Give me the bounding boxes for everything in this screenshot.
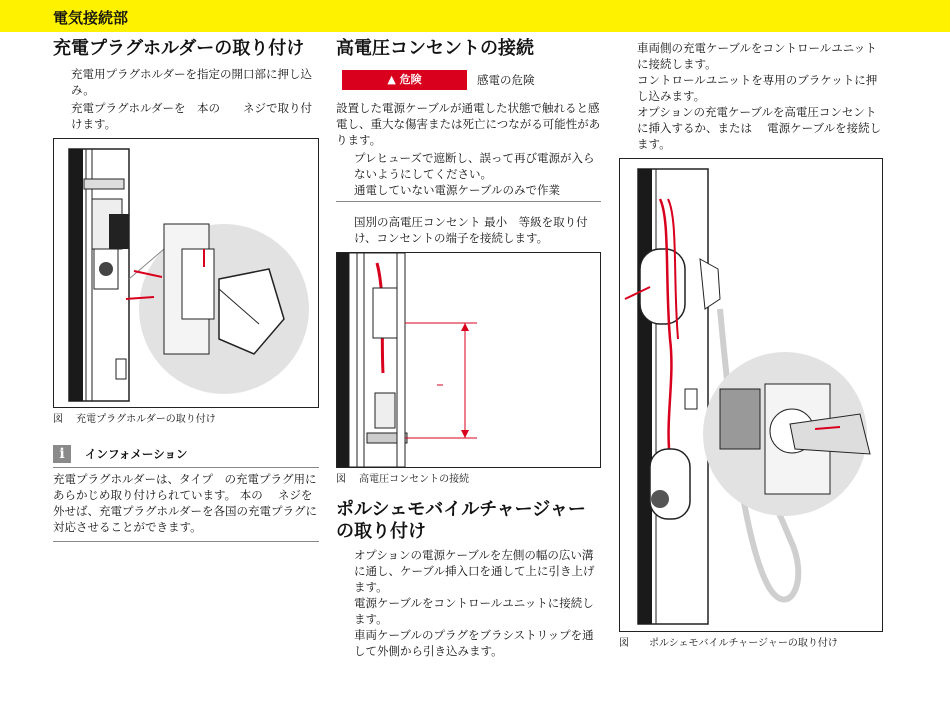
- plug-holder-illustration: [54, 139, 318, 407]
- charger-illustration: [620, 159, 882, 631]
- info-title: インフォメーション: [85, 447, 188, 461]
- danger-step-2: 通電していない電源ケーブルのみで作業: [354, 183, 560, 197]
- hv-step: 国別の高電圧コンセント 最小 等級を取り付け、コンセントの端子を接続します。: [354, 215, 588, 245]
- caption-plug-holder: 図 充電プラグホルダーの取り付け: [53, 414, 216, 425]
- hv-socket-illustration: [337, 253, 600, 467]
- charger-step-4: 車両側の充電ケーブルをコントロールユニットに接続します。: [637, 41, 877, 71]
- danger-badge: ▲ 危険: [342, 70, 467, 90]
- step-2: 充電プラグホルダーを 本の ネジで取り付けます。: [71, 101, 313, 131]
- danger-text: 設置した電源ケーブルが通電した状態で触れると感電し、重大な傷害または死亡につながる可能性があります。: [336, 101, 601, 147]
- figure-hv-socket: [336, 252, 601, 468]
- figure-plug-holder: [53, 138, 319, 408]
- info-text: 充電プラグホルダーは、タイプ の充電プラグ用にあらかじめ取り付けられています。 本の ネジを外せば、充電プラグホルダーを各国の充電プラグに対応させることができます。: [53, 472, 318, 534]
- info-icon: i: [53, 445, 71, 463]
- charger-step-1: オプションの電源ケーブルを左側の幅の広い溝に通し、ケーブル挿入口を通して上に引き上げます。: [354, 548, 595, 594]
- danger-step-1: プレヒューズで遮断し、誤って再び電源が入らないようにしてください。: [354, 151, 595, 181]
- heading-hv-socket: 高電圧コンセントの接続: [336, 38, 534, 59]
- column-hv-socket: [336, 38, 601, 659]
- charger-step-3: 車両ケーブルのプラグをブラシストリップを通して外側から引き込みます。: [354, 628, 594, 658]
- caption-charger: 図 ポルシェモバイルチャージャーの取り付け: [619, 638, 838, 649]
- caption-hv-socket: 図 高電圧コンセントの接続: [336, 474, 470, 485]
- heading-charger-mount: ポルシェモバイルチャージャーの取り付け: [336, 499, 586, 542]
- info-header: [53, 445, 319, 463]
- figure-charger: [619, 158, 883, 632]
- charger-step-6: オプションの充電ケーブルを高電圧コンセントに挿入するか、または 電源ケーブルを接続します。: [637, 105, 882, 151]
- charger-step-2: 電源ケーブルをコントロールユニットに接続します。: [354, 596, 594, 626]
- charger-step-5: コントロールユニットを専用のブラケットに押し込みます。: [637, 73, 878, 103]
- section-header: [0, 0, 950, 32]
- section-title: 電気接続部: [53, 9, 129, 27]
- heading-plug-holder: 充電プラグホルダーの取り付け: [53, 38, 305, 59]
- danger-block: [336, 70, 601, 90]
- column-plug-holder: [53, 38, 319, 542]
- step-1: 充電用プラグホルダーを指定の開口部に押し込み。: [71, 67, 313, 97]
- danger-label: 感電の危険: [477, 73, 535, 87]
- column-charger: [619, 40, 884, 651]
